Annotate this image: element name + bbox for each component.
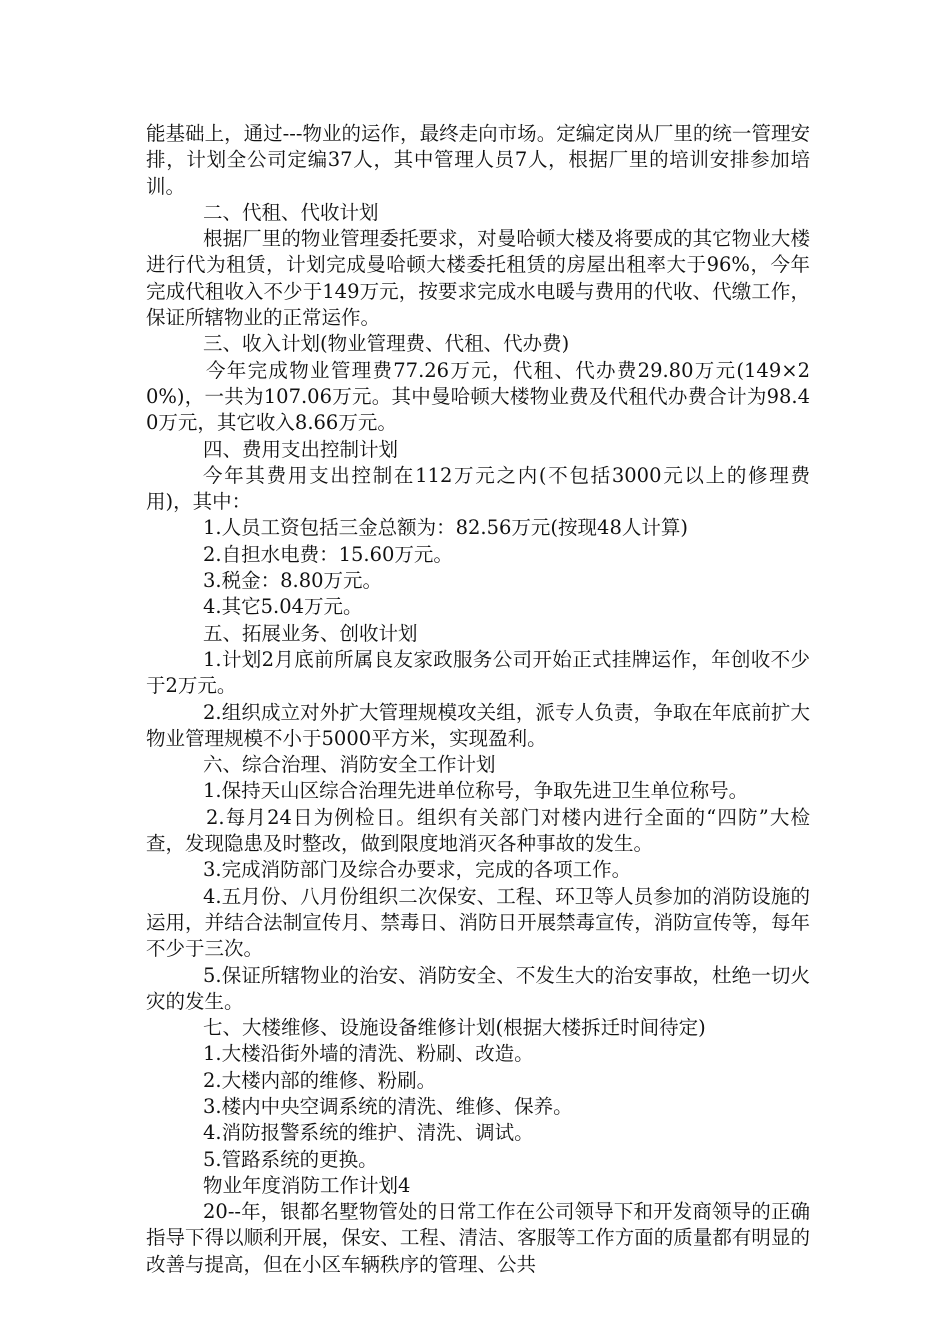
list-item-business-2: 2.组织成立对外扩大管理规模攻关组，派专人负责，争取在年底前扩大物业管理规模不小于5000平方米，实现盈利。 — [146, 700, 810, 750]
list-item-maintenance-3: 3.楼内中央空调系统的清洗、维修、保养。 — [203, 1094, 573, 1118]
list-item-expense-3: 3.税金：8.80万元。 — [203, 569, 383, 593]
list-item-expense-1: 1.人员工资包括三金总额为：82.56万元(按现48人计算) — [203, 516, 688, 540]
list-item-safety-1: 1.保持天山区综合治理先进单位称号，争取先进卫生单位称号。 — [203, 779, 749, 803]
list-item-expense-2: 2.自担水电费：15.60万元。 — [203, 542, 453, 566]
list-item-safety-4: 4.五月份、八月份组织二次保安、工程、环卫等人员参加的消防设施的运用，并结合法制宣传月、禁毒日、消防日开展禁毒宣传，消防宣传等，每年不少于三次。 — [146, 884, 810, 961]
list-item-business-1: 1.计划2月底前所属良友家政服务公司开始正式挂牌运作，年创收不少于2万元。 — [146, 647, 810, 698]
paragraph-plan-4-intro: 20--年，银都名墅物管处的日常工作在公司领导下和开发商领导的正确指导下得以顺利开展，保安、工程、清洁、客服等工作方面的质量都有明显的改善与提高，但在小区车辆秩序的管理、公共 — [146, 1200, 810, 1276]
heading-section-5: 五、拓展业务、创收计划 — [203, 621, 418, 645]
heading-section-4: 四、费用支出控制计划 — [203, 437, 399, 461]
list-item-safety-3: 3.完成消防部门及综合办要求，完成的各项工作。 — [203, 858, 632, 882]
heading-plan-4: 物业年度消防工作计划4 — [203, 1173, 411, 1197]
list-item-maintenance-1: 1.大楼沿街外墙的清洗、粉刷、改造。 — [203, 1042, 534, 1066]
heading-section-2: 二、代租、代收计划 — [203, 200, 379, 224]
list-item-safety-2: 2.每月24日为例检日。组织有关部门对楼内进行全面的“四防”大检查，发现隐患及时整改，做到限度地消灭各种事故的发生。 — [146, 805, 810, 856]
paragraph-intro: 能基础上，通过---物业的运作，最终走向市场。定编定岗从厂里的统一管理安排，计划全公司定编37人，其中管理人员7人，根据厂里的培训安排参加培训。 — [146, 122, 810, 198]
heading-section-6: 六、综合治理、消防安全工作计划 — [203, 753, 496, 777]
paragraph-expense-plan: 今年其费用支出控制在112万元之内(不包括3000元以上的修理费用)，其中： — [146, 463, 810, 514]
heading-section-3: 三、收入计划(物业管理费、代租、代办费) — [203, 332, 570, 356]
paragraph-rental-plan: 根据厂里的物业管理委托要求，对曼哈顿大楼及将要成的其它物业大楼进行代为租赁，计划完成曼哈顿大楼委托租赁的房屋出租率大于96%，今年完成代租收入不少于149万元，按要求完成水电暖与费用的代收、代缴工作，保证所辖物业的正常运作。 — [146, 227, 810, 330]
list-item-safety-5: 5.保证所辖物业的治安、消防安全、不发生大的治安事故，杜绝一切火灾的发生。 — [146, 963, 810, 1013]
list-item-maintenance-5: 5.管路系统的更换。 — [203, 1147, 378, 1171]
document-page — [146, 121, 810, 1278]
list-item-maintenance-2: 2.大楼内部的维修、粉刷。 — [203, 1068, 437, 1092]
heading-section-7: 七、大楼维修、设施设备维修计划(根据大楼拆迁时间待定) — [203, 1016, 706, 1040]
list-item-maintenance-4: 4.消防报警系统的维护、清洗、调试。 — [203, 1121, 534, 1145]
list-item-expense-4: 4.其它5.04万元。 — [203, 595, 363, 619]
paragraph-income-plan: 今年完成物业管理费77.26万元，代租、代办费29.80万元(149×20%)，一共为107.06万元。其中曼哈顿大楼物业费及代租代办费合计为98.40万元，其它收入8.66万元。 — [146, 358, 810, 435]
